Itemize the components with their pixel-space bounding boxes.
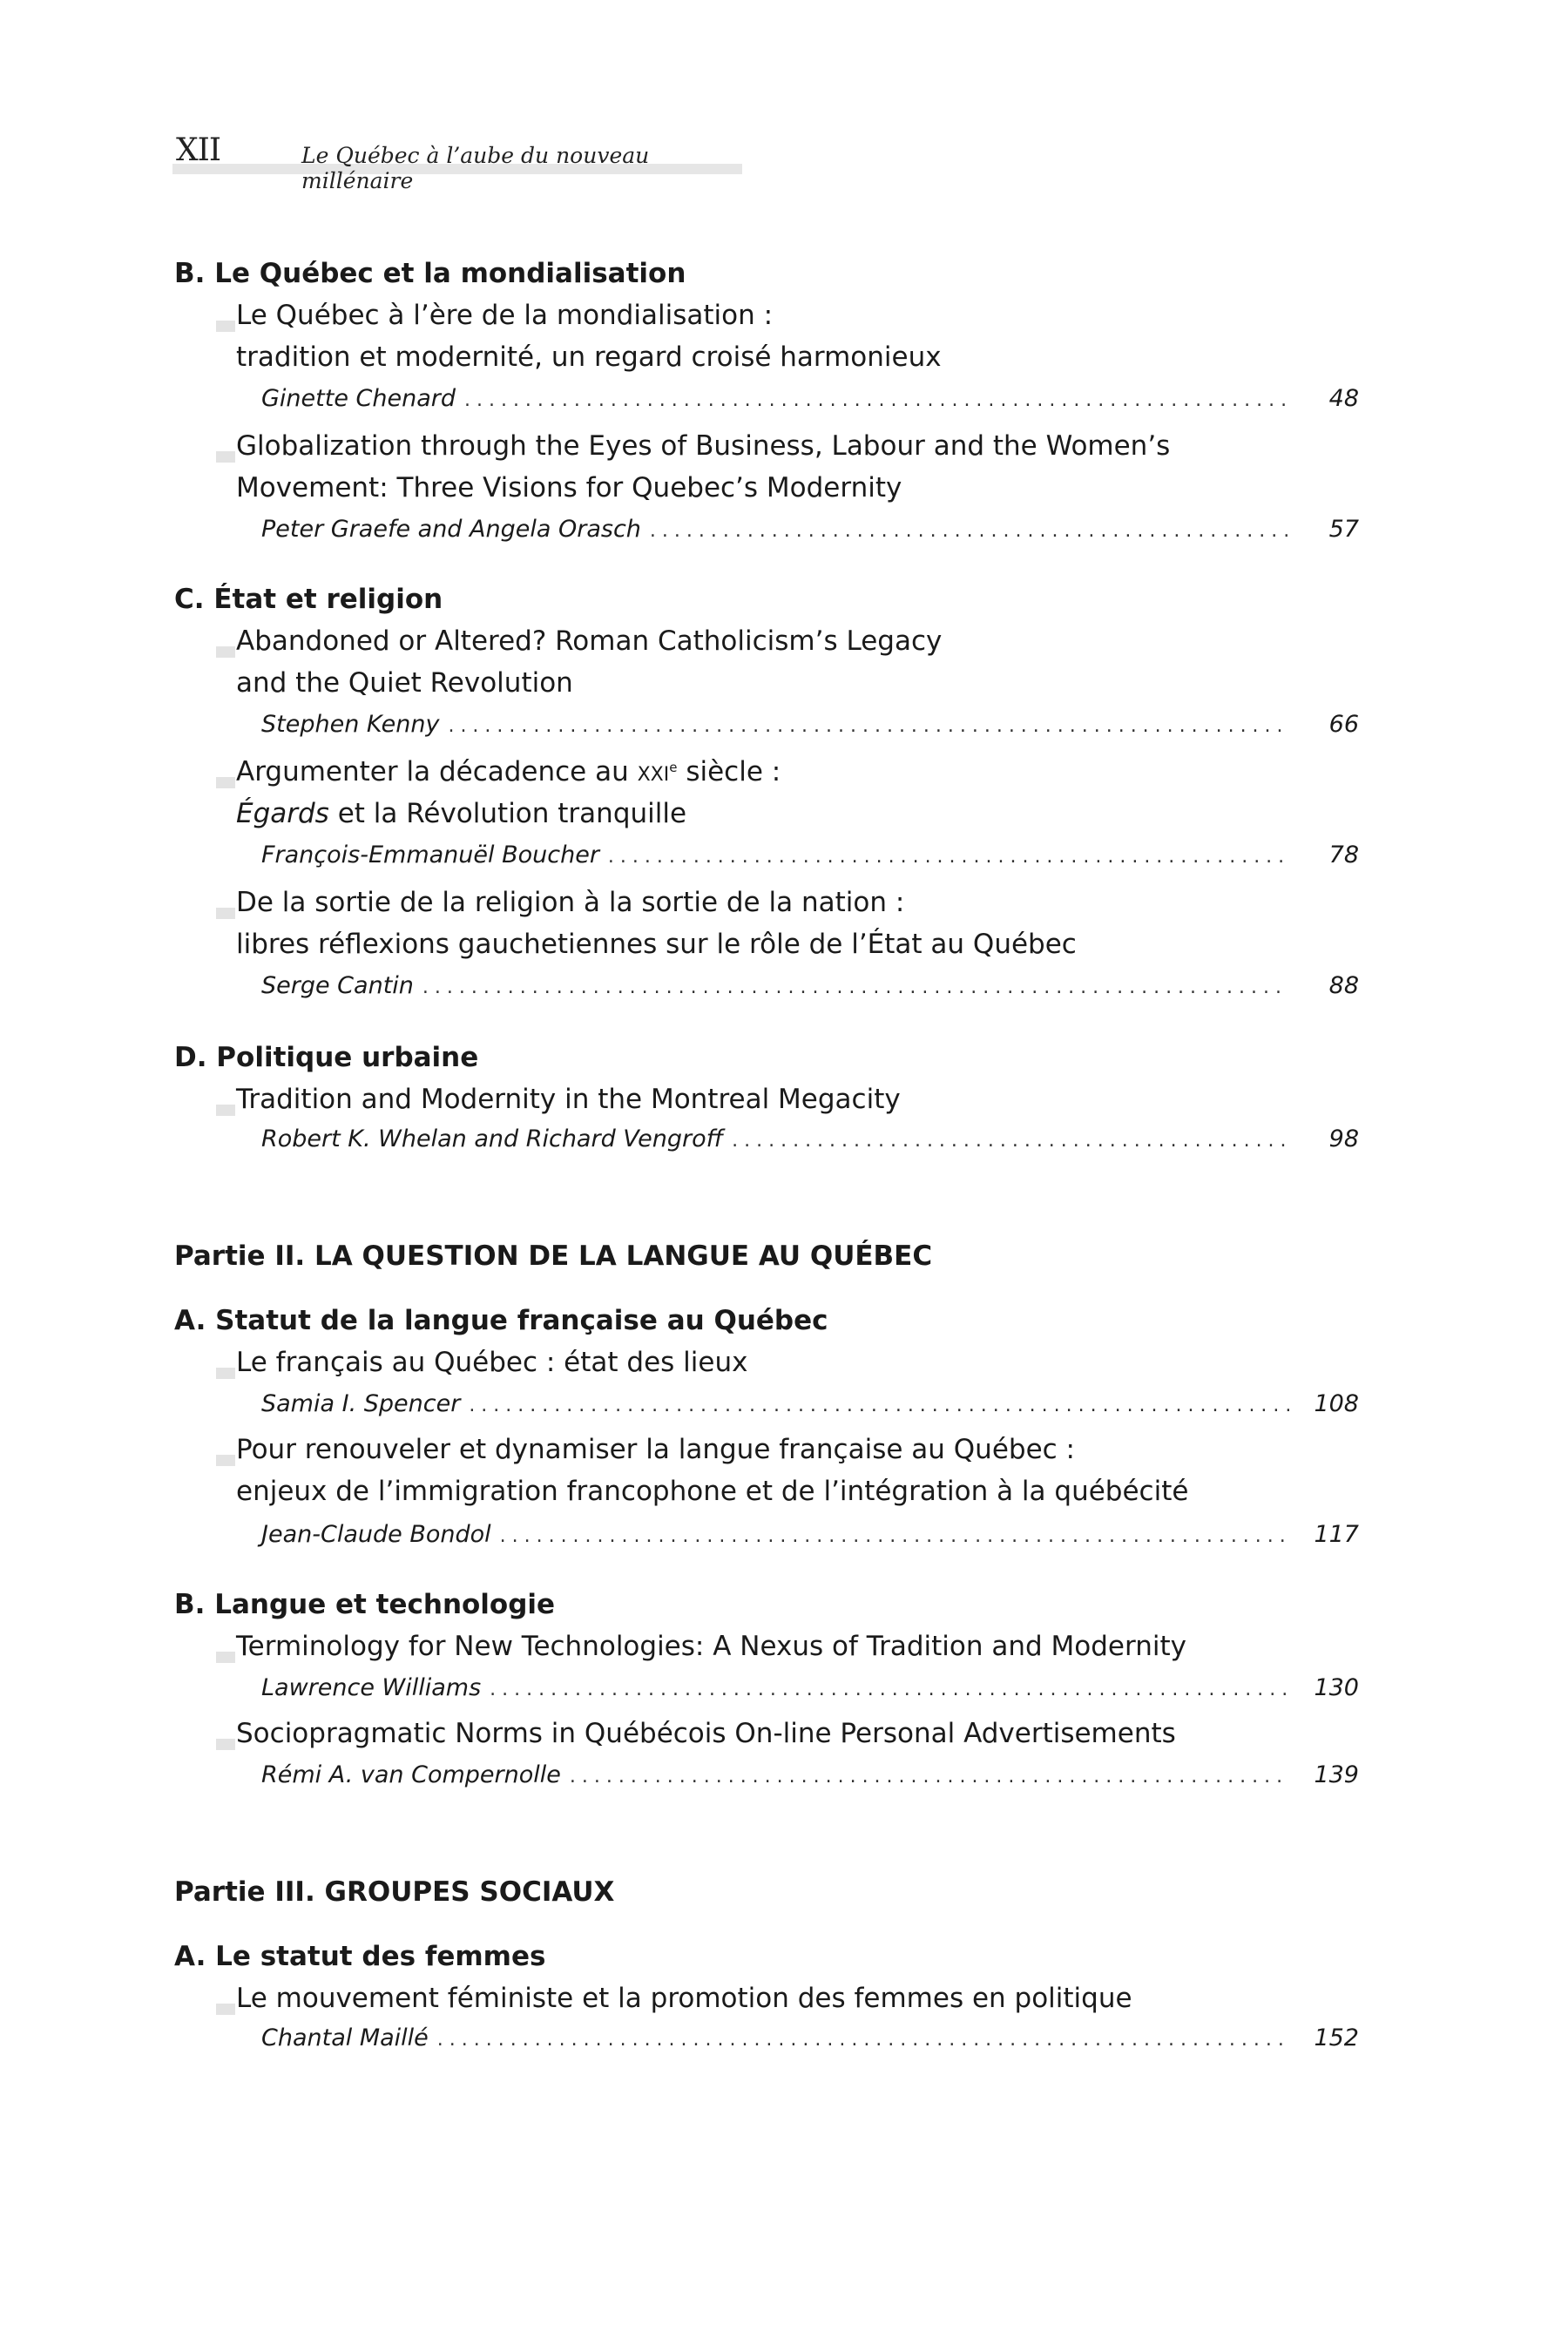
dot-leader xyxy=(464,389,1289,411)
entry-author: Lawrence Williams xyxy=(261,1674,482,1701)
dot-leader xyxy=(437,2029,1289,2051)
entry-title: Le français au Québec : état des lieux xyxy=(236,1347,748,1378)
entry-title: Terminology for New Technologies: A Nexus of Tradition and Modernity xyxy=(236,1631,1186,1662)
dot-leader xyxy=(732,1130,1289,1152)
entry-title: libres réflexions gauchetiennes sur le rôle de l’État au Québec xyxy=(236,929,1077,960)
entry-author: Ginette Chenard xyxy=(261,385,456,412)
entry-page-number: 130 xyxy=(1314,1674,1359,1701)
entry-marker xyxy=(216,1739,235,1750)
entry-author: Stephen Kenny xyxy=(261,711,440,738)
section-heading: A. Le statut des femmes xyxy=(174,1941,546,1972)
entry-marker xyxy=(216,1652,235,1663)
entry-marker xyxy=(216,321,235,332)
dot-leader xyxy=(469,1395,1289,1416)
section-heading: A. Statut de la langue française au Québec xyxy=(174,1305,828,1336)
entry-byline xyxy=(261,711,1359,742)
entry-page-number: 48 xyxy=(1328,385,1359,412)
entry-byline xyxy=(261,385,1359,416)
entry-page-number: 152 xyxy=(1314,2024,1359,2051)
entry-title: Tradition and Modernity in the Montreal Megacity xyxy=(236,1084,901,1115)
entry-title: Pour renouveler et dynamiser la langue française au Québec : xyxy=(236,1434,1075,1465)
century-smallcaps: XXI xyxy=(637,764,670,786)
entry-byline xyxy=(261,1390,1359,1422)
entry-author: Samia I. Spencer xyxy=(261,1390,461,1417)
entry-byline xyxy=(261,1521,1359,1552)
entry-page-number: 88 xyxy=(1328,972,1359,999)
entry-marker xyxy=(216,908,235,919)
entry-byline xyxy=(261,841,1359,873)
entry-page-number: 108 xyxy=(1314,1390,1359,1417)
entry-title: enjeux de l’immigration francophone et de l’intégration à la québécité xyxy=(236,1476,1189,1507)
entry-marker xyxy=(216,646,235,658)
part-heading: Partie II. LA QUESTION DE LA LANGUE AU QUÉBEC xyxy=(174,1240,933,1272)
entry-byline xyxy=(261,1125,1359,1157)
entry-title: Movement: Three Visions for Quebec’s Modernity xyxy=(236,472,902,504)
entry-author: Peter Graefe and Angela Orasch xyxy=(261,516,641,543)
entry-title: De la sortie de la religion à la sortie de la nation : xyxy=(236,887,905,918)
entry-title: Abandoned or Altered? Roman Catholicism’s Legacy xyxy=(236,625,943,657)
entry-marker xyxy=(216,2004,235,2015)
entry-title xyxy=(236,756,781,787)
entry-title: tradition et modernité, un regard croisé harmonieux xyxy=(236,341,942,373)
entry-page-number: 78 xyxy=(1328,841,1359,868)
entry-author: Chantal Maillé xyxy=(261,2024,429,2051)
entry-title: Globalization through the Eyes of Business, Labour and the Women’s xyxy=(236,430,1171,462)
dot-leader xyxy=(490,1679,1289,1700)
entry-title: and the Quiet Revolution xyxy=(236,667,573,699)
entry-author: Robert K. Whelan and Richard Vengroff xyxy=(261,1125,724,1152)
entry-marker xyxy=(216,777,235,788)
entry-author: Serge Cantin xyxy=(261,972,414,999)
entry-author: Rémi A. van Compernolle xyxy=(261,1761,561,1788)
part-heading: Partie III. GROUPES SOCIAUX xyxy=(174,1876,615,1908)
entry-title: Sociopragmatic Norms in Québécois On-line Personal Advertisements xyxy=(236,1718,1176,1749)
entry-page-number: 117 xyxy=(1314,1521,1359,1548)
entry-byline xyxy=(261,2024,1359,2056)
entry-marker xyxy=(216,1368,235,1379)
entry-author: Jean-Claude Bondol xyxy=(261,1521,491,1548)
dot-leader xyxy=(422,977,1289,998)
entry-byline xyxy=(261,1674,1359,1706)
dot-leader xyxy=(608,846,1289,868)
entry-marker xyxy=(216,1105,235,1116)
section-heading: D. Politique urbaine xyxy=(174,1042,479,1073)
italic-title-word: Égards xyxy=(236,798,329,829)
entry-page-number: 66 xyxy=(1328,711,1359,738)
entry-byline xyxy=(261,972,1359,1004)
entry-page-number: 98 xyxy=(1328,1125,1359,1152)
entry-marker xyxy=(216,1455,235,1466)
dot-leader xyxy=(500,1525,1289,1547)
section-heading: B. Le Québec et la mondialisation xyxy=(174,258,686,289)
dot-leader xyxy=(650,520,1289,542)
entry-author: François-Emmanuël Boucher xyxy=(261,841,599,868)
section-heading: C. État et religion xyxy=(174,584,443,615)
entry-title: Le mouvement féministe et la promotion des femmes en politique xyxy=(236,1983,1132,2014)
entry-byline xyxy=(261,1761,1359,1793)
entry-title: Le Québec à l’ère de la mondialisation : xyxy=(236,300,774,331)
entry-byline xyxy=(261,516,1359,547)
section-heading: B. Langue et technologie xyxy=(174,1589,556,1620)
dot-leader xyxy=(570,1766,1289,1788)
title-text: siècle : xyxy=(677,756,781,787)
title-text: Argumenter la décadence au xyxy=(236,756,638,787)
entry-title xyxy=(236,798,686,829)
title-text: et la Révolution tranquille xyxy=(328,798,687,829)
entry-marker xyxy=(216,451,235,463)
running-title: Le Québec à l’aube du nouveau millénaire xyxy=(301,143,650,193)
page-folio: XII xyxy=(176,132,221,168)
century-superscript: e xyxy=(669,760,678,775)
entry-page-number: 139 xyxy=(1314,1761,1359,1788)
dot-leader xyxy=(448,715,1289,737)
entry-page-number: 57 xyxy=(1328,516,1359,543)
